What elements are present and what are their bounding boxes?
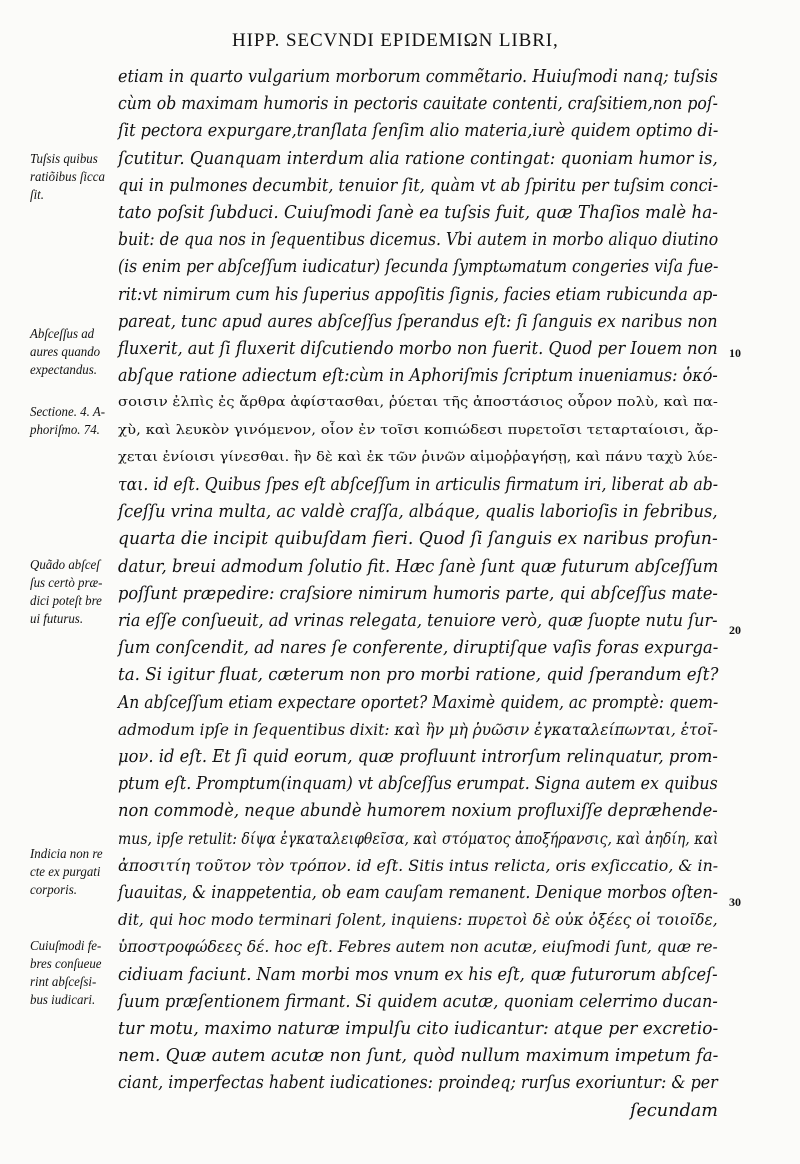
text-line: ſecundam [630, 1100, 718, 1121]
text-line: datur, breui admodum ſolutio fit. Hæc ſanè ſunt quæ futurum abſceſſum [118, 556, 719, 577]
text-line: ſit pectora expurgare,tranſlata ſenſim alio materia,iurè quidem optimo di- [118, 121, 719, 142]
text-line: ται. id eſt. Quibus ſpes eſt abſceſſum in articulis firmatum iri, liberat ab ab- [118, 475, 719, 495]
text-line: dit, qui hoc modo terminari ſolent, inquiens: πυρετοὶ δὲ οὐκ ὀξέες οἱ τοιοῖδε, [118, 910, 718, 930]
text-line: tur motu, maximo naturæ impulſu cito iudicantur: atque per excretio- [118, 1019, 719, 1039]
margin-note [30, 325, 120, 379]
text-line: ptum eſt. Promptum(inquam) vt abſceſſus erumpat. Signa autem ex quibus [118, 774, 718, 795]
margin-note-line: Tuſsis quibus [30, 151, 98, 166]
text-line: qui in pulmones decumbit, tenuior ſit, quàm vt ab ſpiritu per tuſsim conci- [118, 175, 719, 196]
margin-note-line: bus iudicari. [30, 992, 96, 1007]
text-line: χὺ, καὶ λευκὸν γινόμενον, οἷον ἐν τοῖσι κοπιώδεσι πυρετοῖσι τεταρταίοισι, ἄρ- [118, 422, 719, 438]
text-line: ria eſſe conſueuit, ad vrinas relegata, tenuiore verò, quæ ſuopte nutu ſur- [118, 611, 718, 631]
text-line: ciant, imperfectas habent iudicationes: proindeq; rurſus exoriuntur: & per [118, 1073, 718, 1094]
margin-note-line: cte ex purgati [30, 864, 101, 879]
text-line: ta. Si igitur fluat, cæterum non pro morbi ratione, quid ſperandum eſt? [118, 665, 719, 686]
margin-note [30, 403, 120, 439]
margin-note-line: aures quando [30, 344, 101, 359]
running-header: HIPP. SECVNDI EPIDEMIΩN LIBRI, [232, 30, 559, 51]
text-line: μον. id eſt. Et ſi quid eorum, quæ profluunt introrſum relinquatur, prom- [118, 747, 718, 767]
text-line: tato poſsit ſubduci. Cuiuſmodi ſanè ea tuſsis fuit, quæ Thaſios malè ha- [118, 203, 718, 223]
margin-note-line: bres conſueue [30, 956, 102, 971]
margin-note-line: ſit. [30, 187, 44, 202]
line-number: 20 [729, 623, 741, 637]
text-line: nem. Quæ autem acutæ non ſunt, quòd nullum maximum impetum fa- [118, 1046, 719, 1067]
text-line: cidiuam faciunt. Nam morbi mos vnum ex his eſt, quæ futurorum abſceſ- [118, 964, 718, 985]
text-line: ſcutitur. Quanquam interdum alia ratione contingat: quoniam humor is, [118, 148, 718, 169]
line-number: 10 [729, 346, 741, 360]
margin-note [30, 150, 120, 204]
text-line: An abſceſſum etiam expectare oportet? Maximè quidem, ac promptè: quem- [118, 692, 719, 713]
text-line: mus, ipſe retulit: δίψα ἐγκαταλειφθεῖσα, καὶ στόματος ἀποξήρανσις, καὶ ἀηδίη, καὶ [118, 828, 719, 848]
text-line: fluxerit, aut ſi fluxerit diſcutiendo morbo non fuerit. Quod per Iouem non [118, 339, 718, 359]
margin-note-line: Quãdo abſceſ [30, 557, 100, 572]
margin-note [30, 845, 120, 899]
margin-note-line: dici poteſt bre [30, 593, 102, 608]
margin-note-line: Cuiuſmodi fe- [30, 938, 102, 953]
margin-note-line: Abſceſſus ad [30, 326, 95, 341]
margin-note-line: ſus certò præ- [30, 575, 103, 590]
text-line: quarta die incipit quibuſdam fieri. Quod ſi ſanguis ex naribus profun- [118, 529, 718, 550]
margin-note [30, 556, 120, 628]
text-line: ἀποσιτίη τοῦτον τὸν τρόπον. id eſt. Sitis intus relicta, oris exſiccatio, & in- [118, 855, 719, 875]
text-line: abſque ratione adiectum eſt:cùm in Aphoriſmis ſcriptum inueniamus: ὁκό- [118, 366, 718, 387]
margin-note-line: corporis. [30, 882, 77, 897]
margin-note-line: expectandus. [30, 362, 97, 377]
margin-note-line: Indicia non re [30, 846, 103, 861]
text-line: ſuauitas, & inappetentia, ob eam cauſam remanent. Denique morbos oſten- [118, 883, 718, 903]
text-line: ſuum præſentionem firmant. Si quidem acutæ, quoniam celerrimo ducan- [118, 991, 718, 1012]
text-line: ſum conſcendit, ad nares ſe conferente, diruptiſque vaſis foras expurga- [118, 638, 719, 659]
text-line: χεται ἐνίοισι γίνεσθαι. ἢν δὲ καὶ ἐκ τῶν ῥινῶν αἱμοῤῥαγήσῃ, καὶ πάνυ ταχὺ λύε- [118, 449, 718, 465]
text-line: poſſunt præpedire: craſsiore nimirum humoris parte, qui abſceſſus mate- [118, 583, 718, 604]
text-line: pareat, tunc apud aures abſceſſus ſperandus eſt: ſi ſanguis ex naribus non [118, 311, 718, 332]
text-line: ſceſſu vrina multa, ac valdè craſſa, albáque, qualis laborioſis in febribus, [118, 502, 718, 523]
text-line: etiam in quarto vulgarium morborum commẽtario. Huiuſmodi nanq; tuſsis [118, 67, 718, 87]
text-line: cùm ob maximam humoris in pectoris cauitate contenti, craſsitiem,non poſ- [118, 94, 718, 115]
text-line: non commodè, neque abundè humorem noxium profluxiſſe depræhende- [118, 801, 718, 822]
text-line: σοισιν ἐλπὶς ἐς ἄρθρα ἀφίστασθαι, ῥύεται τῆς ἀποστάσιος οὖρον πολὺ, καὶ πα- [118, 395, 718, 411]
text-line: ὑποστροφώδεες δέ. hoc eſt. Febres autem non acutæ, eiuſmodi ſunt, quæ re- [118, 937, 718, 957]
line-number: 30 [729, 895, 741, 909]
margin-note [30, 937, 120, 1009]
text-line: admodum ipſe in ſequentibus dixit: καὶ ἢν μὴ ῥυῶσιν ἐγκαταλείπωνται, ἑτοῖ- [118, 719, 718, 739]
margin-note-line: rint abſceſsi- [30, 974, 97, 989]
margin-note-line: ratiõibus ſicca [30, 169, 105, 184]
margin-note-line: phoriſmo. 74. [30, 422, 100, 437]
text-line: buit: de qua nos in ſequentibus dicemus. Vbi autem in morbo aliquo diutino [118, 230, 719, 251]
margin-note-line: ui futurus. [30, 611, 84, 626]
text-line: rit:vt nimirum cum his ſuperius appoſitis ſignis, facies etiam rubicunda ap- [118, 284, 718, 305]
margin-note-line: Sectione. 4. A- [30, 404, 105, 419]
text-line: (is enim per abſceſſum iudicatur) ſecunda ſymptωmatum congeries viſa fue- [118, 257, 719, 278]
